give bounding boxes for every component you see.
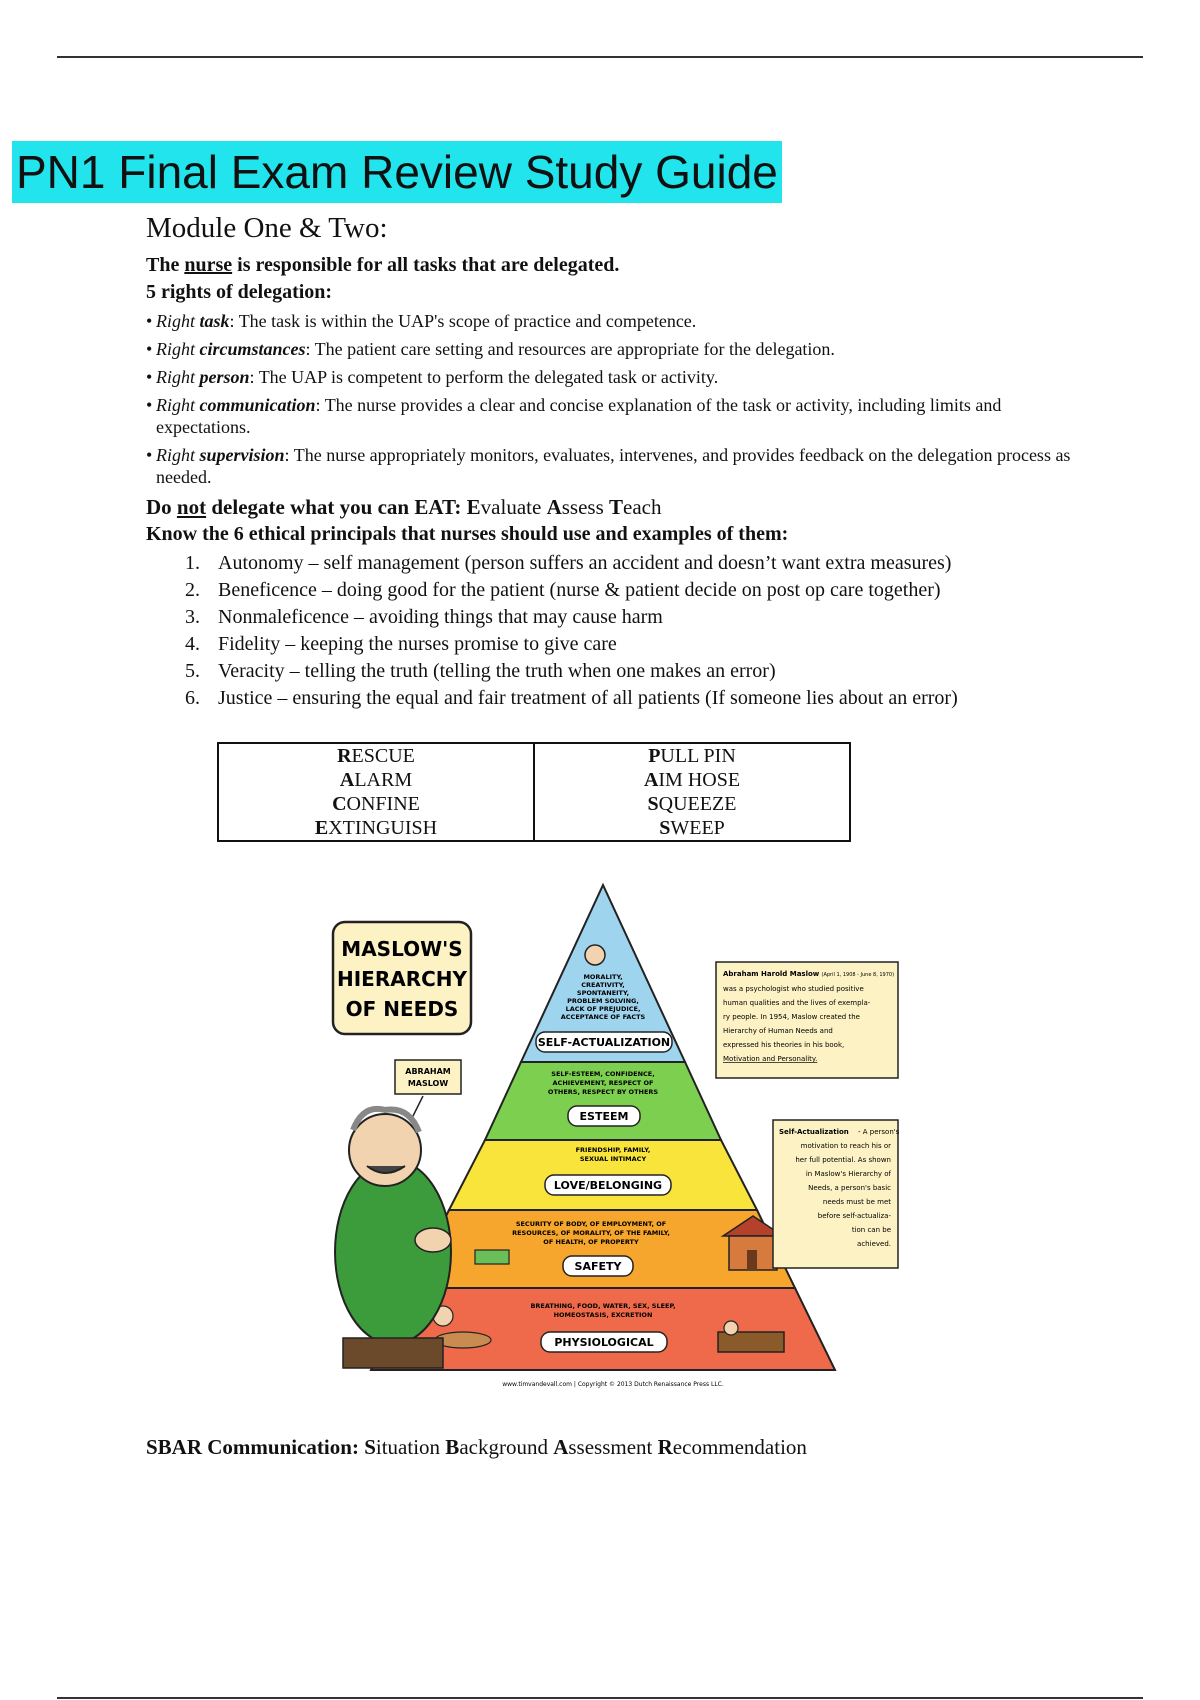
tier-detail: OTHERS, RESPECT BY OTHERS [547,1088,659,1096]
eat-letter: T [609,495,624,519]
right-term: person [199,367,250,387]
race-column [219,744,533,840]
pass-column [533,744,849,840]
bed-icon [718,1332,784,1352]
right-term: circumstances [199,339,306,359]
bio-line: human qualities and the lives of exempla- [723,999,871,1007]
sbar-word-rest: ssessment [568,1435,653,1459]
person-label-line: MASLOW [407,1079,449,1088]
bullet: • [146,395,153,415]
right-item [146,394,1086,438]
nurse-line-pre: The [146,254,185,276]
eat-pre: Do [146,495,177,519]
maslow-pants [343,1338,443,1368]
ethics-item [146,631,1086,658]
right-term: communication [199,395,316,415]
race-item [315,816,437,840]
page-title: PN1 Final Exam Review Study Guide [12,141,782,203]
right-item [146,310,1086,332]
right-label: Right [156,367,195,387]
tier-detail: LACK OF PREJUDICE, [565,1005,641,1013]
tier-label: PHYSIOLOGICAL [554,1336,654,1349]
rights-heading: 5 rights of delegation: [146,281,333,303]
right-text: : The nurse appropriately monitors, evaluates, intervenes, and provides feedback on the delegation process as needed. [156,445,1071,487]
note-line: needs must be met [822,1198,891,1206]
tier-detail: FRIENDSHIP, FAMILY, [575,1146,651,1154]
pass-rest: IM HOSE [658,769,741,791]
pass-initial: S [659,817,671,839]
eat-letter: A [546,495,562,519]
fire-safety-table [217,742,851,842]
race-item [340,768,412,792]
pass-initial: A [643,769,659,791]
ethics-item [146,550,1086,577]
tier-detail: RESOURCES, OF MORALITY, OF THE FAMILY, [512,1229,670,1237]
bio-heading [723,970,894,978]
tier-detail: SEXUAL INTIMACY [579,1155,647,1163]
note-line: motivation to reach his or [800,1142,891,1150]
footer-rule [57,1697,1143,1699]
bullet: • [146,339,153,359]
tier-detail: OF HEALTH, OF PROPERTY [543,1238,639,1246]
person-label-line: ABRAHAM [405,1067,451,1076]
right-text: : The nurse provides a clear and concise explanation of the task or activity, including limits and expectations. [156,395,1002,437]
small-person-icon [585,945,605,965]
race-initial: A [339,769,355,791]
right-label: Right [156,395,195,415]
ethics-number: 1. [185,552,200,574]
bio-line: Hierarchy of Human Needs and [723,1027,833,1035]
pass-item [659,816,725,840]
sbar-letter: R [657,1435,673,1459]
ethics-list [146,550,1086,712]
tier-detail: SELF-ESTEEM, CONFIDENCE, [551,1070,655,1078]
ethics-text: Nonmaleficence – avoiding things that may cause harm [218,606,663,628]
ethics-text: Veracity – telling the truth (telling the truth when one makes an error) [218,660,776,682]
right-label: Right [156,311,195,331]
race-rest: ONFINE [346,793,420,815]
tier-detail: SPONTANEITY, [576,989,630,997]
right-item [146,338,1086,360]
tier-detail: MORALITY, [583,973,623,981]
bio-dates: (April 1, 1908 - June 8, 1970) [821,972,895,978]
document-body [146,210,1086,712]
eat-letter: E [466,495,481,519]
sleeper-head [724,1321,738,1335]
tier-detail: ACCEPTANCE OF FACTS [560,1013,646,1021]
bio-line: was a psychologist who studied positive [723,985,864,993]
eat-word-rest: ssess [561,495,604,519]
person-label-box [395,1060,461,1094]
maslow-hand [415,1228,451,1252]
note-line: in Maslow's Hierarchy of [805,1170,891,1178]
note-line: Needs, a person's basic [808,1184,891,1192]
ethics-item [146,577,1086,604]
sbar-letter: S [364,1435,376,1459]
ethics-text: Justice – ensuring the equal and fair treatment of all patients (If someone lies about an error) [218,687,958,709]
right-text: : The task is within the UAP's scope of practice and competence. [229,311,697,331]
race-rest: XTINGUISH [328,817,438,839]
ethics-text: Fidelity – keeping the nurses promise to give care [218,633,617,655]
header-rule [57,56,1143,58]
note-line: her full potential. As shown [795,1156,891,1164]
ethics-number: 5. [185,660,200,682]
eat-word-rest: each [623,495,662,519]
tier-detail: SECURITY OF BODY, OF EMPLOYMENT, OF [515,1220,667,1228]
nurse-responsibility [146,252,1086,279]
ethics-number: 3. [185,606,200,628]
right-term: task [199,311,230,331]
right-label: Right [156,445,195,465]
sbar-word-rest: ecommendation [672,1435,807,1459]
race-item [337,744,415,768]
right-text: : The UAP is competent to perform the delegated task or activity. [249,367,719,387]
pass-item [648,744,736,768]
eat-line [146,494,1086,521]
race-rest: LARM [354,769,413,791]
right-text: : The patient care setting and resources are appropriate for the delegation. [305,339,835,359]
ethics-text: Autonomy – self management (person suffers an accident and doesn’t want extra measures) [218,552,952,574]
race-initial: R [337,745,352,767]
tier-detail: CREATIVITY, [581,981,625,989]
pass-rest: ULL PIN [660,745,736,767]
eat-word-rest: valuate [480,495,542,519]
maslow-title-line: MASLOW'S [341,937,463,961]
tier-detail: ACHIEVEMENT, RESPECT OF [552,1079,654,1087]
maslow-head [349,1114,421,1186]
race-initial: C [332,793,347,815]
illustration-copyright: www.timvandevall.com | Copyright © 2013 Dutch Renaissance Press LLC. [502,1381,724,1388]
sbar-word-rest: ackground [459,1435,548,1459]
sbar-word-rest: ituation [375,1435,441,1459]
right-item [146,444,1086,488]
right-item [146,366,1086,388]
race-initial: E [314,817,329,839]
pass-item [644,768,740,792]
money-icon [475,1250,509,1264]
eat-mid: delegate what you can EAT: [206,495,462,519]
note-term: Self-Actualization [779,1128,849,1136]
bio-line: expressed his theories in his book, [723,1041,845,1049]
sbar-line [146,1433,807,1461]
maslow-title-line: HIERARCHY [336,967,468,991]
race-rest: ESCUE [351,745,415,767]
sbar-letter: A [553,1435,569,1459]
right-label: Right [156,339,195,359]
pass-item [648,792,737,816]
pass-initial: S [647,793,659,815]
sbar-label: SBAR Communication: [146,1435,359,1459]
tier-detail: HOMEOSTASIS, EXCRETION [553,1311,653,1319]
tier-label: LOVE/BELONGING [553,1179,663,1192]
race-item [332,792,420,816]
rights-list [146,310,1086,488]
ethics-item [146,685,1086,712]
tier-label: ESTEEM [579,1110,629,1123]
tier-label: SELF-ACTUALIZATION [537,1036,671,1049]
bullet: • [146,445,153,465]
ethics-number: 4. [185,633,200,655]
note-line: - A person's [858,1128,900,1136]
ethics-text: Beneficence – doing good for the patient (nurse & patient decide on post op care together) [218,579,941,601]
tier-label: SAFETY [574,1260,622,1273]
ethics-item [146,658,1086,685]
nurse-line-post: is responsible for all tasks that are delegated. [232,254,620,276]
note-line: achieved. [857,1240,891,1248]
pass-rest: WEEP [670,817,725,839]
nurse-word: nurse [184,254,233,276]
bio-name: Abraham Harold Maslow [723,970,820,978]
pass-rest: QUEEZE [658,793,737,815]
ethics-heading: Know the 6 ethical principals that nurses should use and examples of them: [146,523,789,545]
tier-detail: BREATHING, FOOD, WATER, SEX, SLEEP, [530,1302,676,1310]
eat-not: not [176,495,207,519]
ethics-number: 6. [185,687,200,709]
right-term: supervision [199,445,285,465]
sbar-letter: B [445,1435,460,1459]
bio-book: Motivation and Personality. [723,1055,818,1063]
tier-detail: PROBLEM SOLVING, [567,997,639,1005]
bullet: • [146,367,153,387]
note-line: before self-actualiza- [817,1212,891,1220]
maslow-hierarchy-illustration [323,880,903,1390]
bio-line: ry people. In 1954, Maslow created the [723,1013,860,1021]
ethics-item [146,604,1086,631]
maslow-title-line: OF NEEDS [345,997,459,1021]
bullet: • [146,311,153,331]
ethics-number: 2. [185,579,200,601]
module-heading: Module One & Two: [146,212,388,244]
pass-initial: P [648,745,661,767]
house-door [747,1250,757,1270]
note-line: tion can be [851,1226,891,1234]
